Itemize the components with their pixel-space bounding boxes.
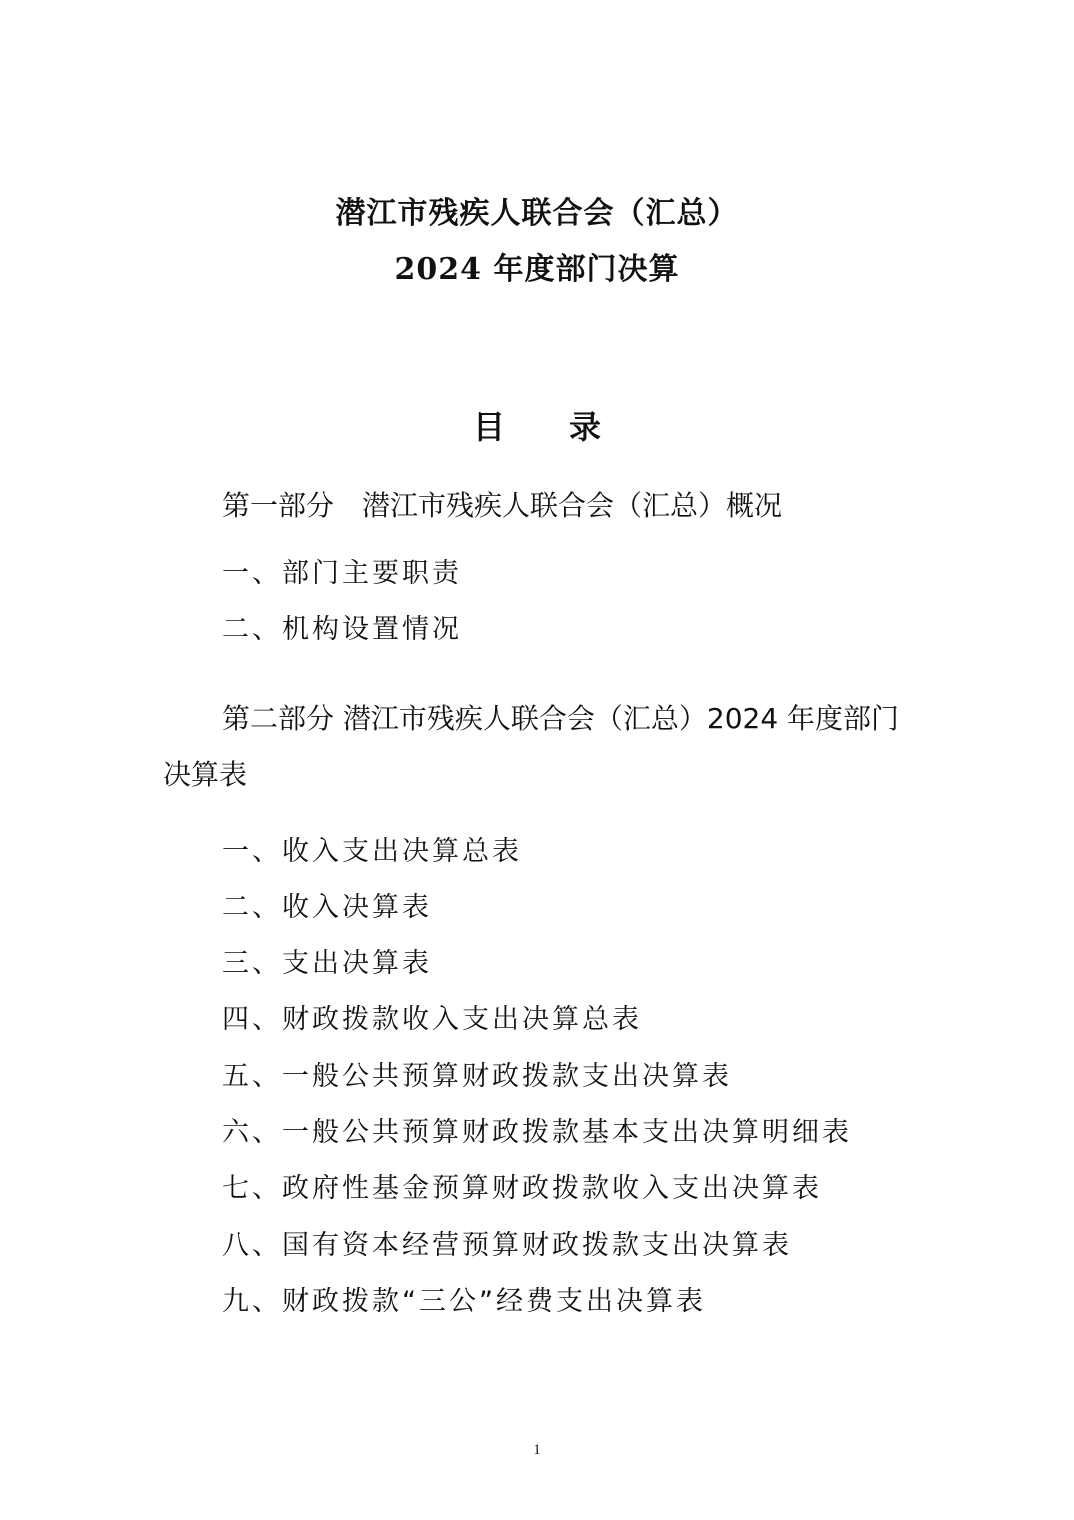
part2-heading: 第二部分 潜江市残疾人联合会（汇总）2024 年度部门 — [222, 702, 900, 735]
part2-item: 九、财政拨款“三公”经费支出决算表 — [222, 1286, 706, 1317]
document-title-line-2: 2024 年度部门决算 — [394, 252, 680, 287]
page-number: 1 — [533, 1442, 541, 1458]
toc-heading: 目 录 — [472, 408, 601, 446]
part2-item: 三、支出决算表 — [222, 948, 432, 979]
part2-item: 五、一般公共预算财政拨款支出决算表 — [222, 1061, 732, 1092]
part2-item: 一、收入支出决算总表 — [222, 836, 522, 867]
part1-heading: 第一部分 潜江市残疾人联合会（汇总）概况 — [222, 489, 783, 522]
part1-item: 二、机构设置情况 — [222, 614, 462, 645]
part2-item: 六、一般公共预算财政拨款基本支出决算明细表 — [222, 1117, 852, 1148]
part2-item: 四、财政拨款收入支出决算总表 — [222, 1004, 642, 1035]
part2-heading-continued: 决算表 — [163, 758, 248, 791]
part1-item: 一、部门主要职责 — [222, 558, 462, 589]
part2-item: 七、政府性基金预算财政拨款收入支出决算表 — [222, 1173, 822, 1204]
part2-item: 八、国有资本经营预算财政拨款支出决算表 — [222, 1230, 792, 1261]
document-title-line-1: 潜江市残疾人联合会（汇总） — [335, 196, 739, 231]
part2-item: 二、收入决算表 — [222, 892, 432, 923]
